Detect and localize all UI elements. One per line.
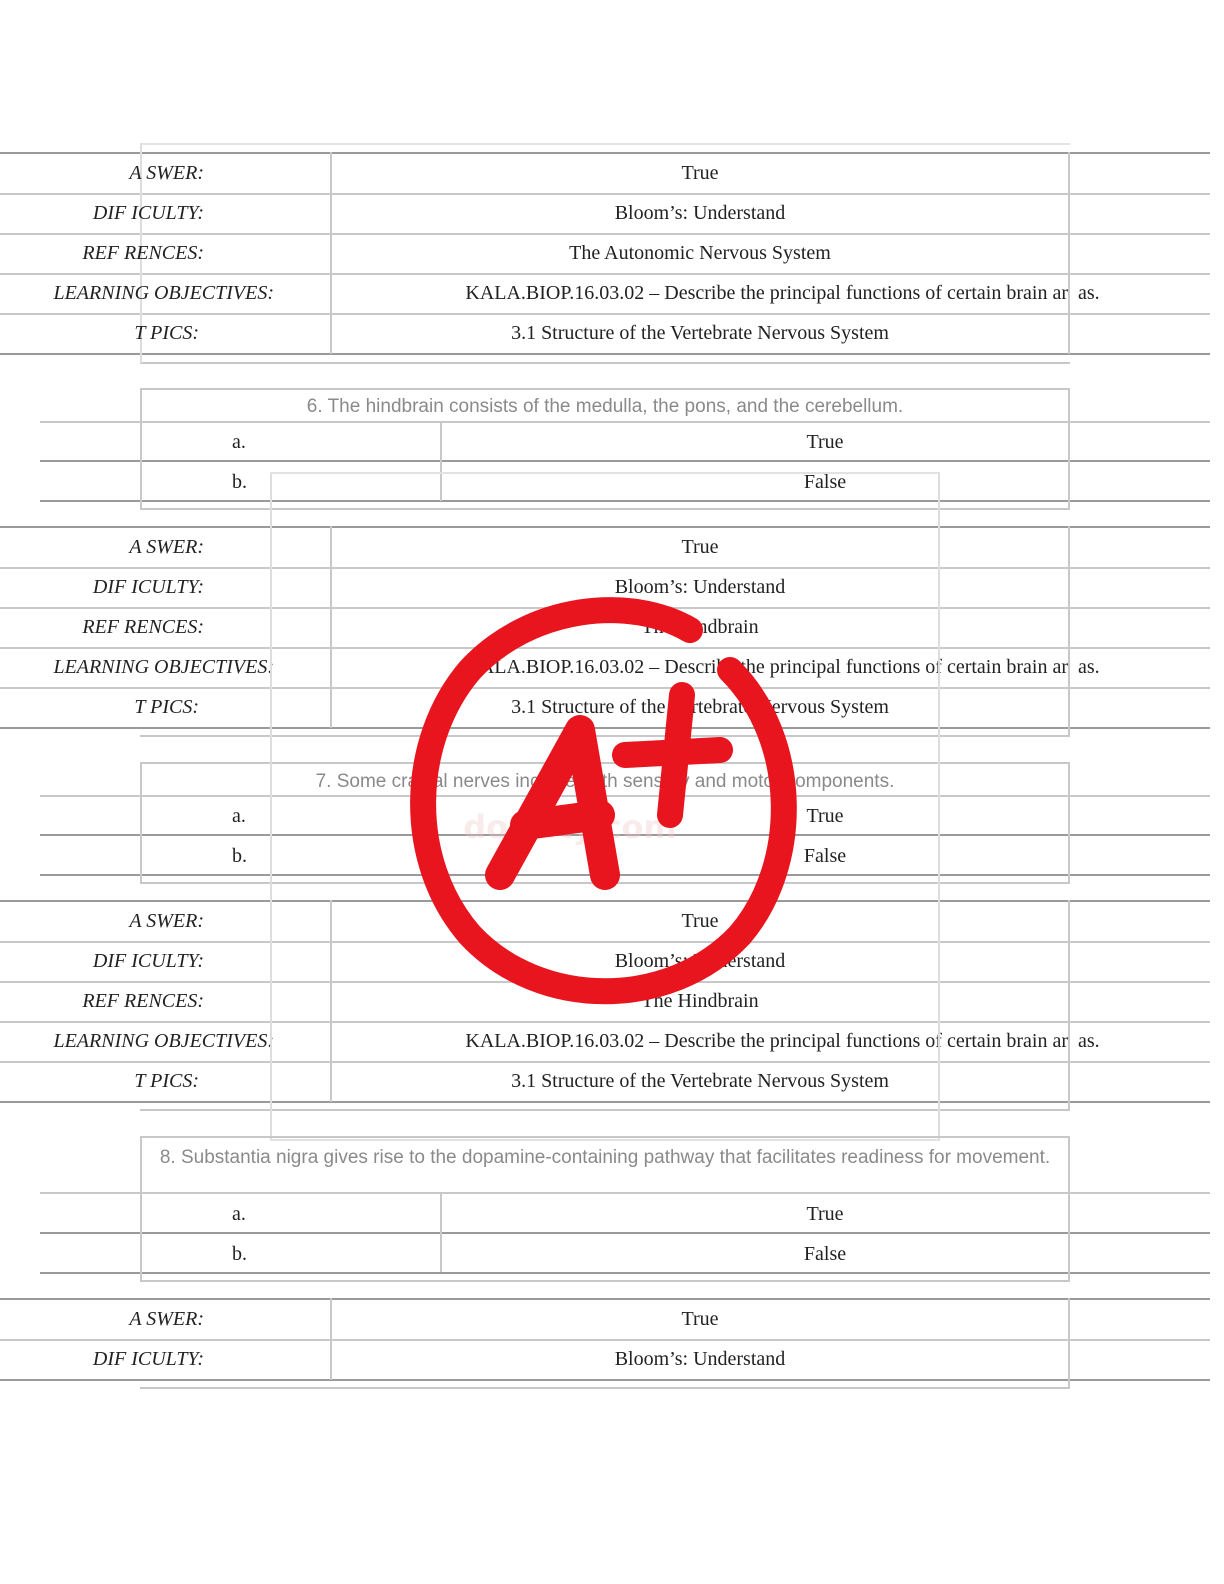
objectives-value: KALA.BIOP.16.03.02 – Describe the principal functions of certain brain ar [465, 282, 1068, 304]
topics-value: 3.1 Structure of the Vertebrate Nervous System [511, 696, 889, 718]
option-a-value[interactable]: True [806, 805, 844, 827]
topics-label: T PICS: [134, 322, 199, 344]
topics-value: 3.1 Structure of the Vertebrate Nervous System [511, 1070, 889, 1092]
objectives-tail: as. [1078, 1030, 1100, 1052]
row-divider [40, 1232, 1210, 1234]
answer-value: True [681, 1308, 719, 1330]
row-divider [0, 981, 1210, 983]
row-divider [40, 795, 1210, 797]
question-text: 6. The hindbrain consists of the medulla, the pons, and the cerebellum. [306, 396, 904, 417]
option-b-value[interactable]: False [803, 471, 847, 493]
row-divider [0, 1339, 1210, 1341]
difficulty-value: Bloom’s: Understand [614, 202, 786, 224]
column-divider [1068, 526, 1070, 736]
row-divider [40, 460, 1210, 462]
column-divider [1068, 152, 1070, 354]
topics-value: 3.1 Structure of the Vertebrate Nervous System [511, 322, 889, 344]
option-a-letter: a. [232, 1203, 246, 1225]
row-divider [0, 193, 1210, 195]
references-value: The Hindbrain [641, 990, 759, 1012]
table-border [140, 1109, 1070, 1111]
table-border [140, 735, 1070, 737]
answer-value: True [681, 536, 719, 558]
row-divider [40, 1192, 1210, 1194]
row-divider [0, 1101, 1210, 1103]
table-border [140, 1387, 1070, 1389]
difficulty-label: DIF ICULTY: [92, 950, 204, 972]
option-a-letter: a. [232, 805, 246, 827]
row-divider [0, 526, 1210, 528]
answer-label: A SWER: [129, 910, 204, 932]
row-divider [0, 567, 1210, 569]
references-label: REF RENCES: [82, 990, 204, 1012]
row-divider [0, 152, 1210, 154]
column-divider [1068, 1298, 1070, 1388]
column-divider [1068, 900, 1070, 1110]
question-text: 7. Some cranial nerves include both sensory and motor components. [315, 771, 895, 792]
difficulty-value: Bloom’s: Understand [614, 950, 786, 972]
row-divider [0, 313, 1210, 315]
answer-value: True [681, 910, 719, 932]
references-value: The Hindbrain [641, 616, 759, 638]
row-divider [0, 1379, 1210, 1381]
answer-label: A SWER: [129, 536, 204, 558]
difficulty-label: DIF ICULTY: [92, 1348, 204, 1370]
row-divider [0, 607, 1210, 609]
objectives-label: LEARNING OBJECTIVES: [53, 282, 274, 304]
row-divider [40, 500, 1210, 502]
table-border [140, 762, 1070, 764]
option-b-letter: b. [232, 845, 247, 867]
table-border [140, 388, 1070, 390]
objectives-value: KALA.BIOP.16.03.02 – Describe the principal functions of certain brain ar [465, 1030, 1068, 1052]
row-divider [40, 874, 1210, 876]
references-label: REF RENCES: [82, 616, 204, 638]
references-value: The Autonomic Nervous System [569, 242, 831, 264]
answer-label: A SWER: [129, 1308, 204, 1330]
topics-label: T PICS: [134, 696, 199, 718]
difficulty-label: DIF ICULTY: [92, 202, 204, 224]
row-divider [0, 900, 1210, 902]
row-divider [40, 1272, 1210, 1274]
row-divider [0, 727, 1210, 729]
objectives-label: LEARNING OBJECTIVES: [53, 656, 274, 678]
difficulty-label: DIF ICULTY: [92, 576, 204, 598]
option-b-letter: b. [232, 1243, 247, 1265]
panel-edge [270, 1139, 940, 1141]
table-border [140, 882, 1070, 884]
row-divider [0, 353, 1210, 355]
panel-edge [270, 472, 940, 474]
option-b-value[interactable]: False [803, 1243, 847, 1265]
answer-label: A SWER: [129, 162, 204, 184]
panel-edge [270, 472, 272, 1140]
row-divider [0, 941, 1210, 943]
row-divider [0, 1021, 1210, 1023]
row-divider [0, 687, 1210, 689]
option-a-letter: a. [232, 431, 246, 453]
panel-edge [938, 472, 940, 1140]
table-border [140, 1136, 1070, 1138]
row-divider [0, 273, 1210, 275]
objectives-tail: as. [1078, 656, 1100, 678]
row-divider [40, 834, 1210, 836]
option-b-letter: b. [232, 471, 247, 493]
references-label: REF RENCES: [82, 242, 204, 264]
difficulty-value: Bloom’s: Understand [614, 1348, 786, 1370]
stamp-watermark-text: docsity.com [463, 808, 677, 846]
option-b-value[interactable]: False [803, 845, 847, 867]
row-divider [0, 233, 1210, 235]
table-border [140, 508, 1070, 510]
option-a-value[interactable]: True [806, 1203, 844, 1225]
row-divider [0, 1061, 1210, 1063]
row-divider [0, 647, 1210, 649]
table-border [140, 1280, 1070, 1282]
option-a-value[interactable]: True [806, 431, 844, 453]
objectives-tail: as. [1078, 282, 1100, 304]
row-divider [40, 421, 1210, 423]
row-divider [0, 1298, 1210, 1300]
answer-value: True [681, 162, 719, 184]
table-border [140, 362, 1070, 364]
question-text: 8. Substantia nigra gives rise to the dopamine-containing pathway that facilitates readiness for movement. [159, 1147, 1051, 1168]
objectives-label: LEARNING OBJECTIVES: [53, 1030, 274, 1052]
objectives-value: KALA.BIOP.16.03.02 – Describe the principal functions of certain brain ar [465, 656, 1068, 678]
table-border [140, 143, 1070, 145]
topics-label: T PICS: [134, 1070, 199, 1092]
difficulty-value: Bloom’s: Understand [614, 576, 786, 598]
column-divider [140, 1136, 142, 1280]
